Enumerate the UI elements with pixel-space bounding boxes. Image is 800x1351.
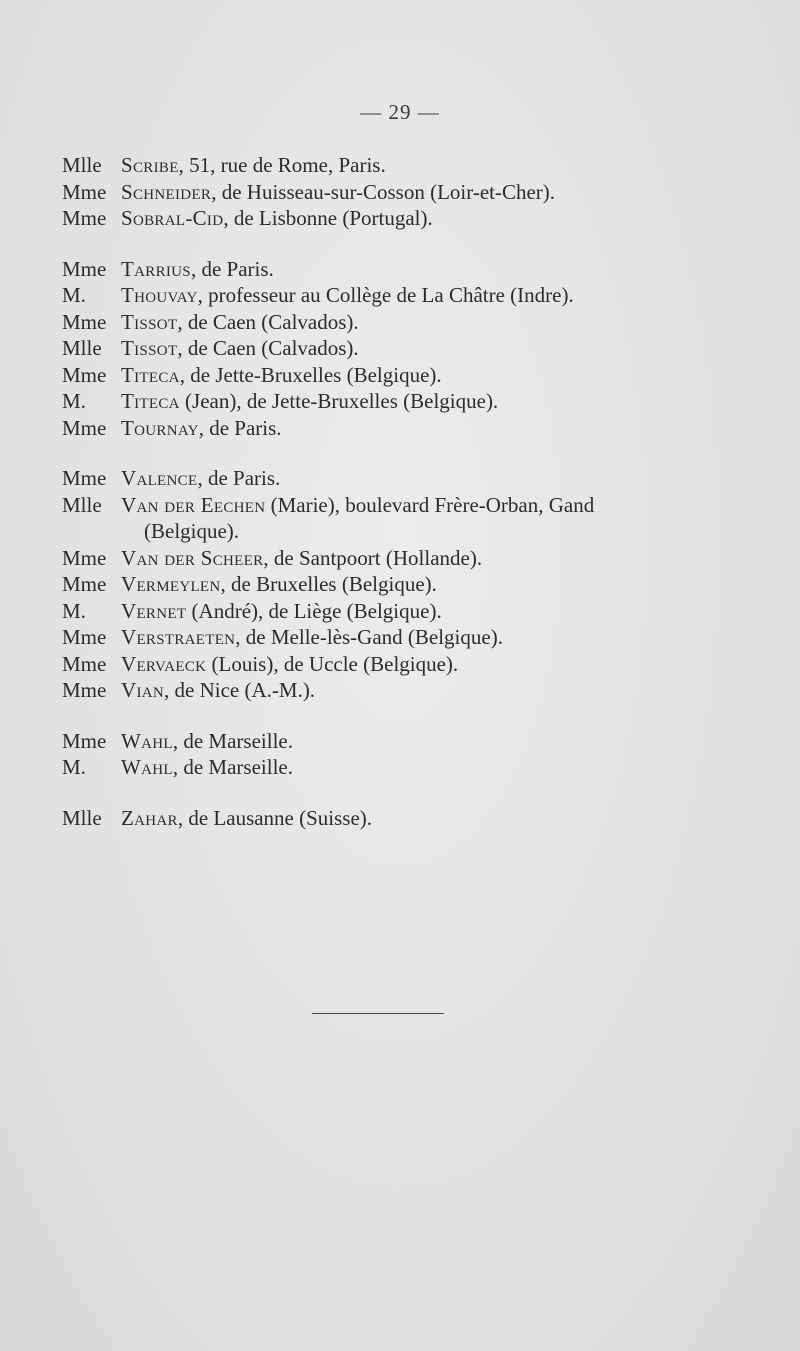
entry-title: Mme — [62, 309, 107, 334]
entry-title: Mme — [62, 625, 107, 649]
entry-details: , de Jette-Bruxelles (Belgique). — [179, 362, 442, 387]
entry-details: , de Marseille. — [172, 755, 293, 779]
letter-group-z — [62, 805, 762, 832]
list-item — [62, 677, 762, 704]
entry-title: Mme — [62, 206, 107, 230]
entry-surname: Zahar — [121, 805, 178, 830]
entry-surname: Van der Scheer — [121, 545, 264, 570]
entry-surname: Thouvay — [121, 283, 198, 307]
entry-surname: Van der Eechen — [121, 492, 266, 517]
entry-surname: Valence — [121, 466, 198, 490]
list-item — [62, 624, 762, 651]
list-item — [62, 805, 762, 832]
list-item — [62, 362, 762, 389]
list-item — [62, 309, 762, 336]
entry-details: (André), de Liège (Belgique). — [186, 598, 442, 623]
entry-surname: Sobral-Cid — [121, 206, 224, 230]
entry-surname: Wahl — [121, 755, 173, 779]
entry-title: Mlle — [62, 492, 102, 517]
list-item — [62, 152, 762, 179]
list-item — [62, 728, 762, 755]
entry-title: Mme — [62, 651, 107, 676]
list-item — [62, 335, 762, 362]
entry-details: , de Nice (A.-M.). — [164, 678, 316, 702]
entry-title: Mme — [62, 256, 107, 281]
entry-surname: Titeca — [121, 362, 180, 387]
entry-title: Mme — [62, 545, 107, 570]
entry-details: , de Lausanne (Suisse). — [177, 805, 373, 830]
list-item — [62, 388, 762, 415]
entry-details: (Jean), de Jette-Bruxelles (Belgique). — [179, 389, 499, 413]
entry-surname: Schneider — [121, 179, 212, 204]
page-number: — 29 — — [360, 100, 440, 124]
entry-details: , de Marseille. — [172, 728, 293, 753]
list-item — [62, 754, 762, 781]
entry-details: , de Caen (Calvados). — [177, 336, 359, 360]
entry-title: Mme — [62, 728, 107, 753]
entry-details: , de Santpoort (Hollande). — [263, 545, 483, 570]
entry-title: Mme — [62, 466, 107, 490]
entry-surname: Vernet — [121, 598, 187, 623]
list-item — [62, 492, 762, 545]
letter-group-w — [62, 728, 762, 781]
entry-details: , de Paris. — [197, 466, 281, 490]
letter-group-v — [62, 465, 762, 704]
entry-details: , de Paris. — [190, 256, 274, 281]
entry-title: Mme — [62, 362, 107, 387]
list-item — [62, 179, 762, 206]
entry-title: Mme — [62, 179, 107, 204]
list-item — [62, 465, 762, 492]
entry-surname: Tissot — [121, 336, 178, 360]
entry-title: Mme — [62, 415, 107, 440]
end-rule-divider — [312, 1013, 444, 1014]
entry-surname: Tournay — [121, 415, 199, 440]
list-item — [62, 598, 762, 625]
entry-details: , professeur au Collège de La Châtre (Indre). — [197, 283, 574, 307]
entry-title: Mlle — [62, 336, 102, 360]
entry-surname: Titeca — [121, 389, 180, 413]
entry-surname: Vian — [121, 678, 165, 702]
entry-continuation: (Belgique). — [144, 519, 240, 543]
entry-details: , de Melle-lès-Gand (Belgique). — [235, 625, 503, 649]
member-list — [62, 152, 762, 855]
entry-surname: Tarrius — [121, 256, 191, 281]
entry-details: , de Huisseau-sur-Cosson (Loir-et-Cher). — [211, 179, 556, 204]
entry-surname: Scribe — [121, 153, 179, 177]
list-item — [62, 415, 762, 442]
entry-title: M. — [62, 389, 86, 413]
entry-surname: Wahl — [121, 728, 173, 753]
entry-title: M. — [62, 598, 86, 623]
entry-title: M. — [62, 755, 86, 779]
entry-details: , de Lisbonne (Portugal). — [223, 206, 433, 230]
list-item — [62, 571, 762, 598]
entry-title: Mme — [62, 678, 107, 702]
list-item — [62, 545, 762, 572]
entry-surname: Vervaeck — [121, 651, 207, 676]
list-item — [62, 256, 762, 283]
list-item — [62, 651, 762, 678]
entry-title: Mlle — [62, 153, 102, 177]
entry-title: Mlle — [62, 805, 102, 830]
letter-group-t — [62, 256, 762, 442]
letter-group-s — [62, 152, 762, 232]
entry-surname: Tissot — [121, 309, 178, 334]
entry-title: M. — [62, 283, 86, 307]
entry-surname: Verstraeten — [121, 625, 236, 649]
entry-details: (Marie), boulevard Frère-Orban, Gand — [265, 492, 595, 517]
entry-surname: Vermeylen — [121, 572, 221, 596]
entry-details: , 51, rue de Rome, Paris. — [178, 153, 386, 177]
list-item — [62, 205, 762, 232]
entry-details: , de Bruxelles (Belgique). — [220, 572, 437, 596]
entry-details: , de Caen (Calvados). — [177, 309, 359, 334]
list-item — [62, 282, 762, 309]
entry-details: , de Paris. — [198, 415, 282, 440]
entry-title: Mme — [62, 572, 107, 596]
entry-details: (Louis), de Uccle (Belgique). — [206, 651, 459, 676]
